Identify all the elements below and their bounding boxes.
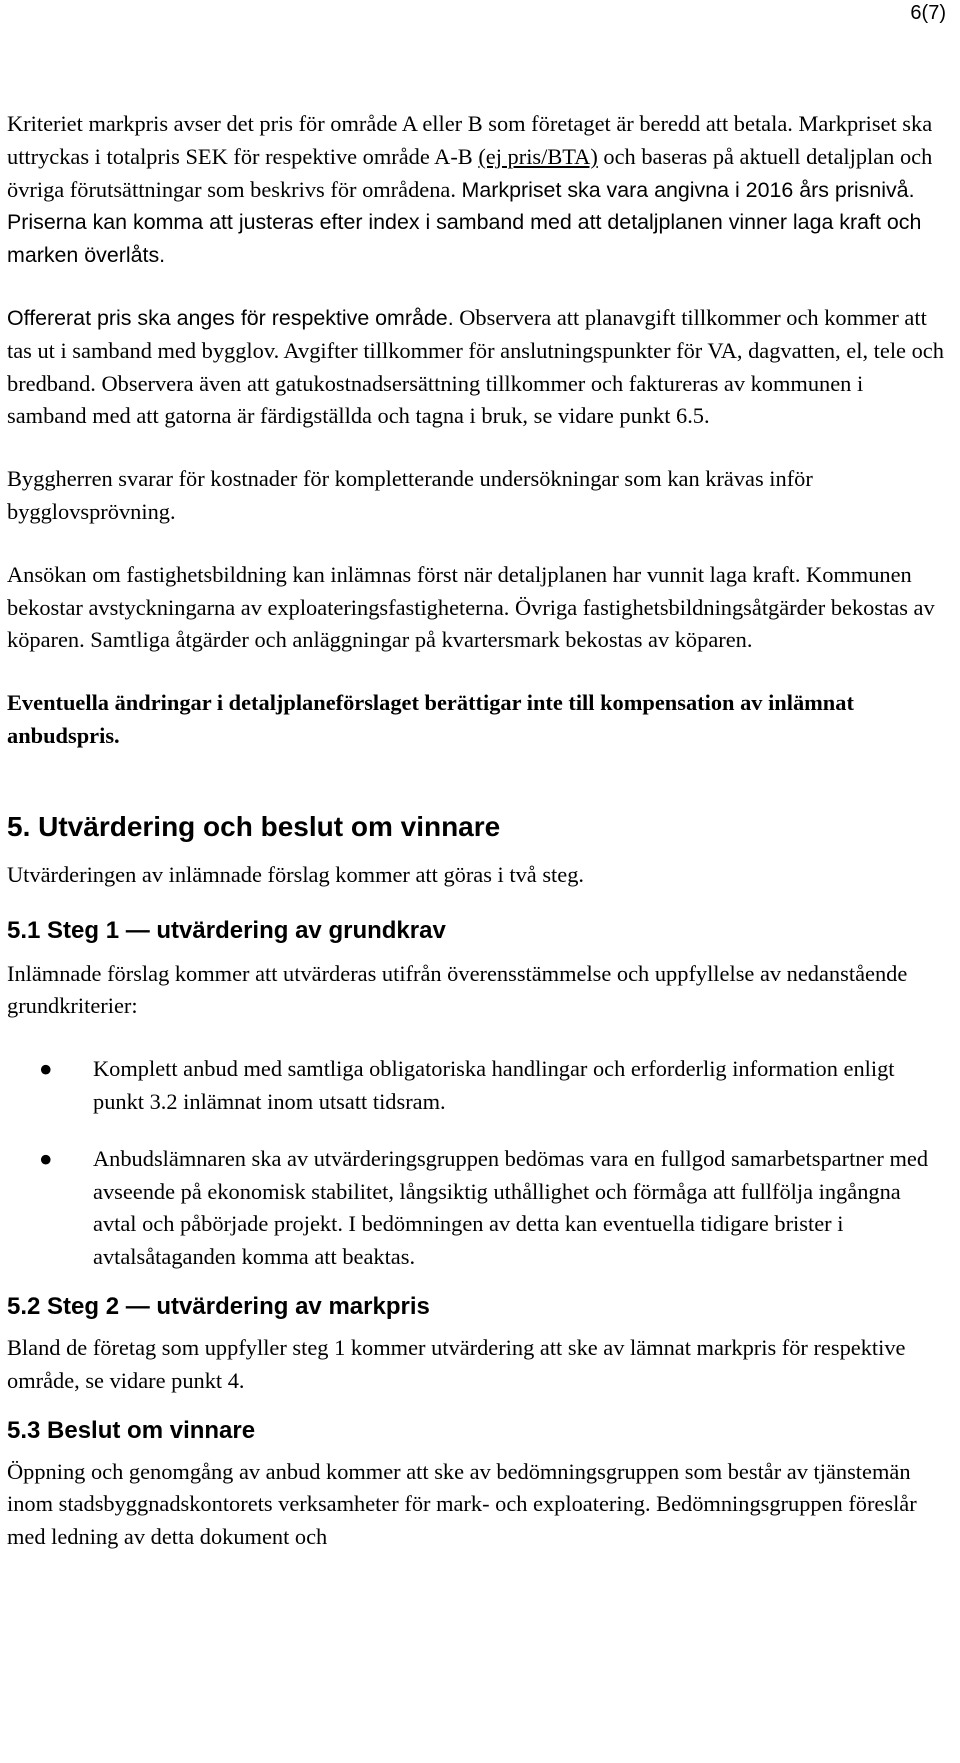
section-5-2-text: Bland de företag som uppfyller steg 1 kommer utvärdering att ske av lämnat markpris för respektive område, se vidare punkt 4. xyxy=(7,1334,906,1393)
page-number: 6(7) xyxy=(910,2,946,24)
section-5-heading: 5. Utvärdering och beslut om vinnare xyxy=(7,810,501,842)
underlined-text: (ej pris/BTA) xyxy=(478,143,598,169)
text-segment: Kriteriet markpris avser det pris för område A eller B som företaget är beredd att betala. Markpriset ska uttryckas i totalpris SEK för respektive område A-B xyxy=(7,111,933,169)
list-item-text: Anbudslämnaren ska av utvärderingsgruppen bedömas vara en fullgod samarbetspartner med avseende på ekonomisk stabilitet, långsiktig uthållighet och förmåga att fullfölja ingångna avtal och påbörjade projekt. I bedömningen av detta kan eventuella tidigare brister i avtalsåtaganden komma att beaktas. xyxy=(93,1145,929,1270)
text-segment: och baseras på aktuell detaljplan och övriga förutsättningar som beskrivs för områdena. xyxy=(7,143,933,202)
section-5-3-heading: 5.3 Beslut om vinnare xyxy=(7,1416,256,1444)
paragraph-offered-price xyxy=(7,302,947,433)
section-5-1-intro: Inlämnade förslag kommer att utvärderas utifrån överensstämmelse och uppfyllelse av nedanstående grundkriterier: xyxy=(7,960,908,1019)
section-5-intro: Utvärderingen av inlämnade förslag kommer att göras i två steg. xyxy=(7,861,584,887)
bullet-icon: ● xyxy=(39,1056,53,1082)
paragraph-no-compensation: Eventuella ändringar i detaljplaneförslaget berättigar inte till kompensation av inlämnat anbudspris. xyxy=(7,690,854,748)
criteria-list xyxy=(7,1053,947,1274)
text-segment: Observera att planavgift tillkommer och kommer att tas ut i samband med bygglov. Avgifter tillkommer för anslutningspunkter för VA, dagvatten, el, tele och bredband. Observera även att gatukostnadsersättning tillkommer och faktureras av kommunen i samband med att gatorna är färdigställda och tagna i bruk, se vidare punkt 6.5. xyxy=(7,304,944,429)
list-item-text: Komplett anbud med samtliga obligatoriska handlingar och erforderlig information enligt punkt 3.2 inlämnat inom utsatt tidsram. xyxy=(93,1056,895,1114)
paragraph-developer-costs: Byggherren svarar för kostnader för kompletterande undersökningar som kan krävas inför bygglovsprövning. xyxy=(7,466,813,524)
paragraph-property-formation: Ansökan om fastighetsbildning kan inlämnas först när detaljplanen har vunnit laga kraft. Kommunen bekostar avstyckningarna av exploateringsfastigheterna. Övriga fastighetsbildningsåtgärder bekostas av köparen. Samtliga åtgärder och anläggningar på kvartersmark bekostas av köparen. xyxy=(7,561,935,653)
document-body xyxy=(7,108,947,1554)
bullet-icon: ● xyxy=(39,1145,53,1171)
price-level-text: Markpriset ska vara angivna i 2016 års prisnivå. Priserna kan komma att justeras efter index i samband med att detaljplanen vinner laga kraft och marken överlåts. xyxy=(7,177,922,268)
section-5-3-text: Öppning och genomgång av anbud kommer att ske av bedömningsgruppen som består av tjänstemän inom stadsbyggnadskontorets verksamheter för mark- och exploatering. Bedömningsgruppen föreslår med ledning av detta dokument och xyxy=(7,1458,917,1550)
offered-price-text: Offererat pris ska anges för respektive område. xyxy=(7,305,454,330)
paragraph-markpris-criterion xyxy=(7,108,947,272)
section-5-1-heading: 5.1 Steg 1 — utvärdering av grundkrav xyxy=(7,916,446,944)
list-item xyxy=(7,1053,947,1119)
list-item xyxy=(7,1143,947,1274)
section-5-2-heading: 5.2 Steg 2 — utvärdering av markpris xyxy=(7,1292,430,1320)
